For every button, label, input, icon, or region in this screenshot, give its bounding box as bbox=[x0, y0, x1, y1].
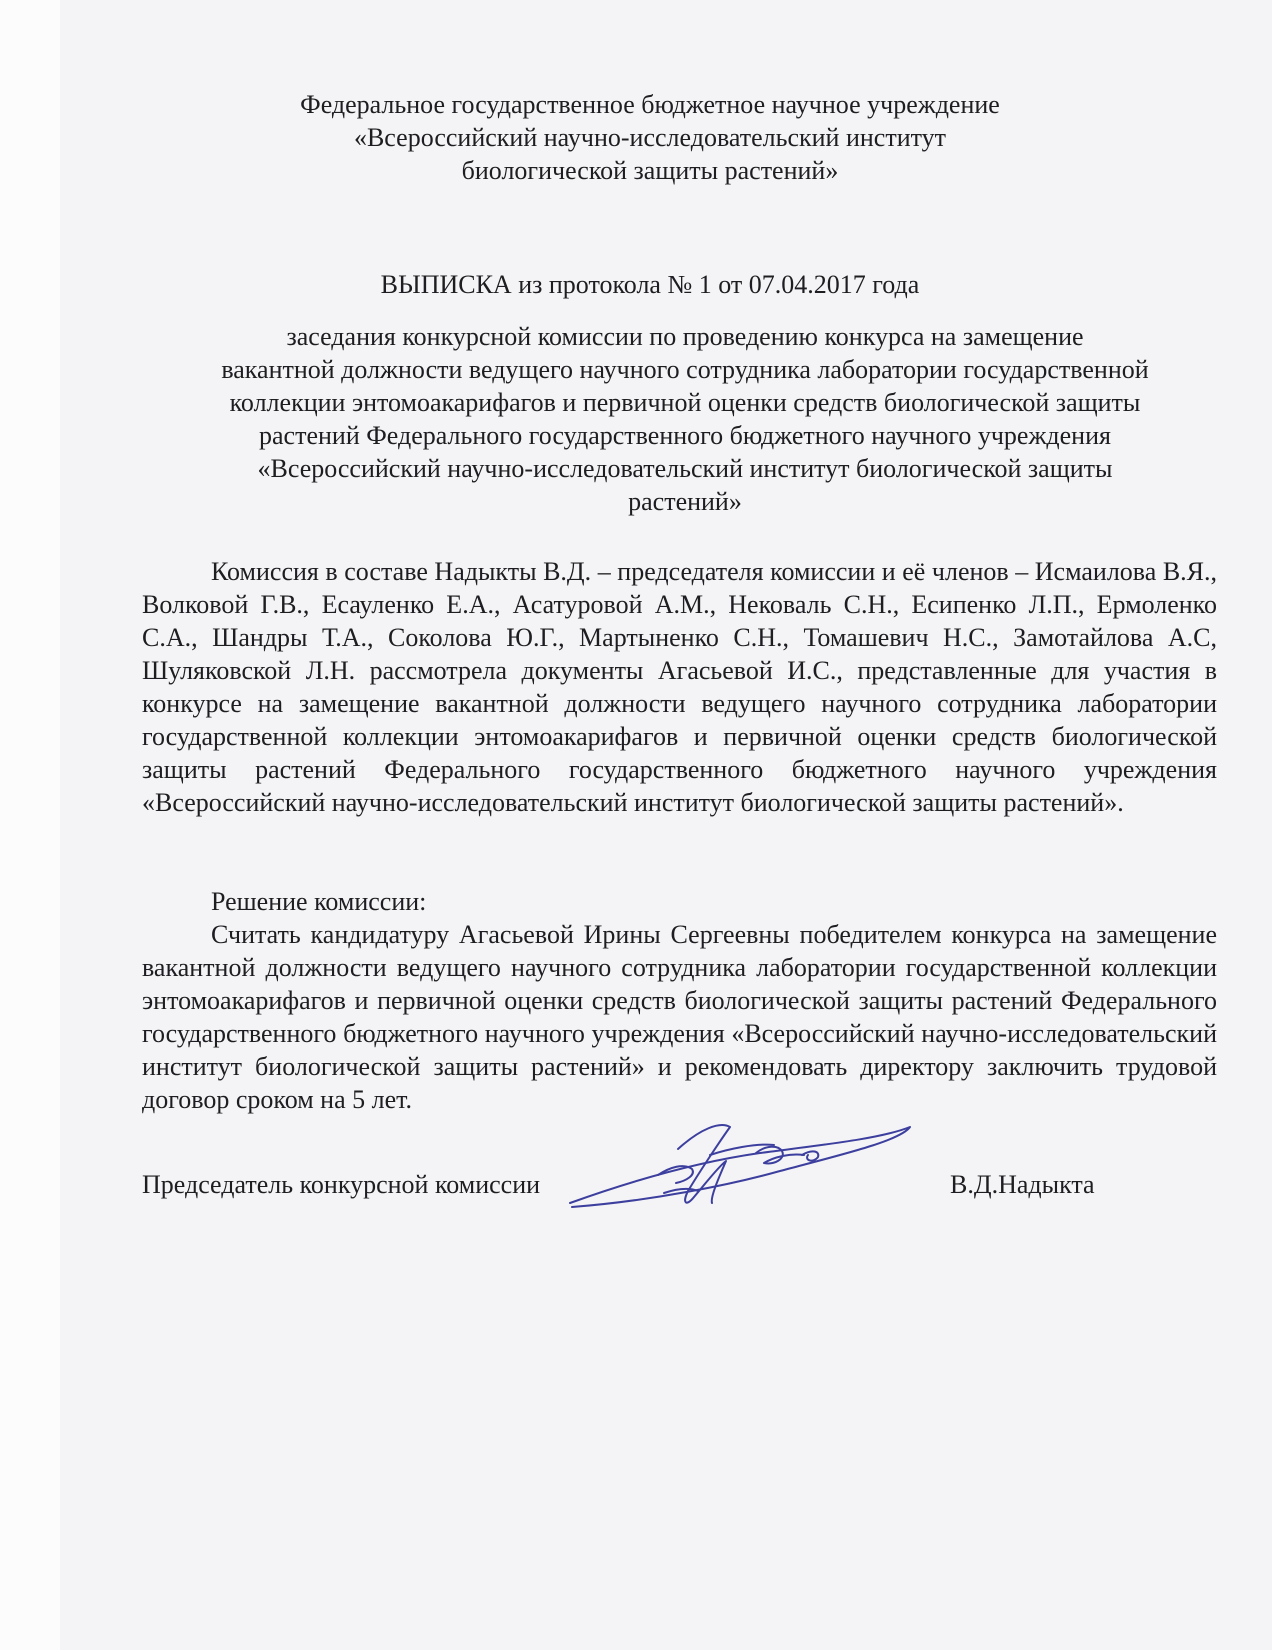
subject-line-6: растений» bbox=[628, 487, 742, 516]
scan-margin bbox=[0, 0, 60, 1650]
subject-line-2: вакантной должности ведущего научного сотрудника лаборатории государственной bbox=[221, 355, 1149, 384]
handwritten-signature bbox=[560, 1115, 960, 1265]
subject-line-1: заседания конкурсной комиссии по проведению конкурса на замещение bbox=[286, 322, 1084, 351]
commission-paragraph: Комиссия в составе Надыкты В.Д. – председателя комиссии и её членов – Исмаилова В.Я., Волковой Г.В., Есауленко Е.А., Асатуровой А.М., Нековаль С.Н., Есипенко Л.П., Ермоленко С.А., Шандры Т.А., Соколова Ю.Г., Мартыненко С.Н., Томашевич Н.С., Замотайлова А.С, Шуляковской Л.Н. рассмотрела документы Агасьевой И.С., представленные для участия в конкурсе на замещение вакантной должности ведущего научного сотрудника лаборатории государственной коллекции энтомоакарифагов и первичной оценки средств биологической защиты растений Федерального государственного бюджетного научного учреждения «Всероссийский научно-исследовательский институт биологической защиты растений». bbox=[142, 557, 1217, 817]
subject-line-3: коллекции энтомоакарифагов и первичной оценки средств биологической защиты bbox=[229, 388, 1141, 417]
decision-label: Решение комиссии: bbox=[211, 887, 427, 916]
signatory-role: Председатель конкурсной комиссии bbox=[142, 1170, 541, 1199]
subject-line-4: растений Федерального государственного бюджетного научного учреждения bbox=[259, 421, 1111, 450]
document-subject bbox=[150, 320, 1220, 518]
document-title: ВЫПИСКА из протокола № 1 от 07.04.2017 года bbox=[380, 270, 920, 299]
subject-line-5: «Всероссийский научно-исследовательский институт биологической защиты bbox=[257, 454, 1113, 483]
header-line-3: биологической защиты растений» bbox=[461, 156, 839, 185]
header-line-2: «Всероссийский научно-исследовательский институт bbox=[353, 123, 947, 152]
signatory-name: В.Д.Надыкта bbox=[950, 1170, 1095, 1199]
decision-paragraph: Считать кандидатуру Агасьевой Ирины Сергеевны победителем конкурса на замещение вакантной должности ведущего научного сотрудника лаборатории государственной коллекции энтомоакарифагов и первичной оценки средств биологической защиты растений Федерального государственного бюджетного научного учреждения «Всероссийский научно-исследовательский институт биологической защиты растений» и рекомендовать директору заключить трудовой договор сроком на 5 лет. bbox=[142, 920, 1217, 1114]
header-line-1: Федеральное государственное бюджетное научное учреждение bbox=[300, 90, 1000, 119]
institution-header bbox=[150, 88, 1150, 187]
